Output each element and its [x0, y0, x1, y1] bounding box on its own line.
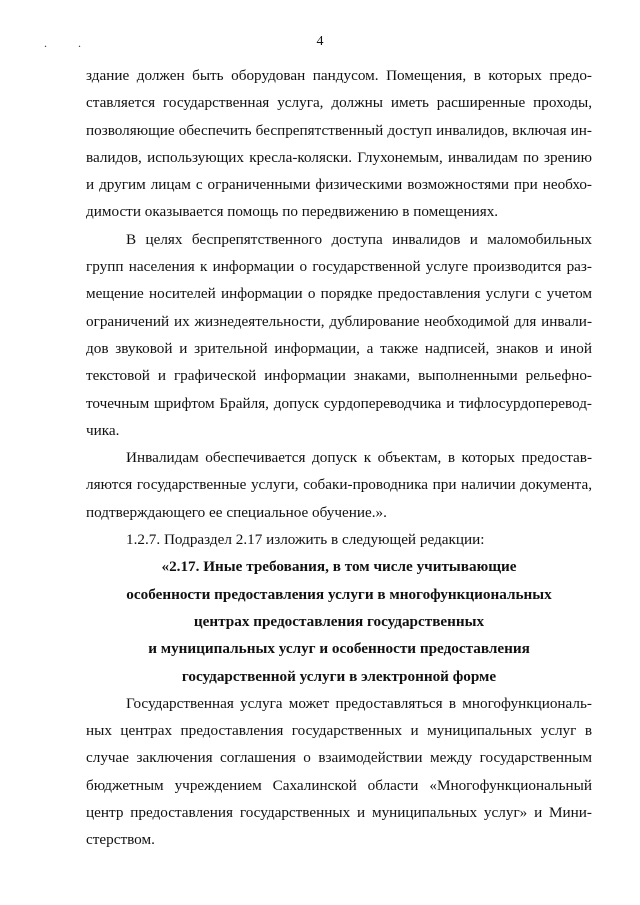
- text-line: здание должен быть оборудован пандусом. Помещения, в которых предо-: [86, 67, 592, 84]
- text-line: и другим лицам с ограниченными физическими возможностями при необхо-: [86, 176, 592, 194]
- text-line: случае заключения соглашения о взаимодействии между государственным: [86, 749, 592, 767]
- text-line: подтверждающего ее специальное обучение.».: [86, 503, 387, 521]
- text-line: точечным шрифтом Брайля, допуск сурдопереводчика и тифлосурдоперевод-: [86, 394, 592, 412]
- text-line: ляются государственные услуги, собаки-проводника при наличии документа,: [86, 476, 592, 494]
- heading-line: «2.17. Иные требования, в том числе учитывающие: [161, 558, 517, 576]
- text-line: Инвалидам обеспечивается допуск к объектам, в которых предостав-: [126, 449, 592, 467]
- text-line: стерством.: [86, 831, 155, 849]
- text-line: ограничений их жизнедеятельности, дублирование необходимой для инвали-: [86, 312, 592, 330]
- paragraph-ramp-requirements: [86, 62, 592, 226]
- section-heading-2-17: [86, 553, 592, 689]
- text-line: мещение носителей информации о порядке предоставления услуги с учетом: [86, 285, 592, 303]
- text-line: ставляется государственная услуга, должны иметь расширенные проходы,: [86, 94, 592, 112]
- text-line: дов звуковой и зрительной информации, а также надписей, знаков и иной: [86, 339, 592, 357]
- text-line: валидов, использующих кресла-коляски. Глухонемым, инвалидам по зрению: [86, 148, 592, 166]
- heading-line: центрах предоставления государственных: [193, 612, 485, 630]
- paragraph-guide-dog-access: [86, 444, 592, 526]
- heading-line: и муниципальных услуг и особенности предоставления: [148, 640, 530, 658]
- page-number: 4: [316, 34, 324, 49]
- heading-line: государственной услуги в электронной форме: [181, 667, 497, 685]
- text-line: текстовой и графической информации знаками, выполненными рельефно-: [86, 367, 592, 385]
- paragraph-amendment-instruction: [86, 526, 592, 553]
- text-line: ных центрах предоставления государственных и муниципальных услуг в: [86, 722, 592, 740]
- heading-line: особенности предоставления услуги в многофункциональных: [126, 585, 552, 603]
- text-line: центр предоставления государственных и муниципальных услуг» и Мини-: [86, 804, 592, 822]
- text-line: димости оказывается помощь по передвижению в помещениях.: [86, 203, 499, 221]
- text-line: чика.: [86, 421, 120, 439]
- paragraph-information-access: [86, 226, 592, 444]
- text-line: В целях беспрепятственного доступа инвалидов и маломобильных: [126, 230, 592, 248]
- text-line: Государственная услуга может предоставляться в многофункциональ-: [126, 694, 592, 712]
- text-line: 1.2.7. Подраздел 2.17 изложить в следующей редакции:: [126, 531, 485, 549]
- document-body: [86, 62, 592, 854]
- text-line: бюджетным учреждением Сахалинской области «Многофункциональный: [86, 776, 592, 794]
- paragraph-mfc-provision: [86, 690, 592, 854]
- margin-marks: . .: [44, 36, 95, 50]
- text-line: позволяющие обеспечить беспрепятственный доступ инвалидов, включая ин-: [86, 121, 592, 139]
- text-line: групп населения к информации о государственной услуге производится раз-: [86, 258, 592, 276]
